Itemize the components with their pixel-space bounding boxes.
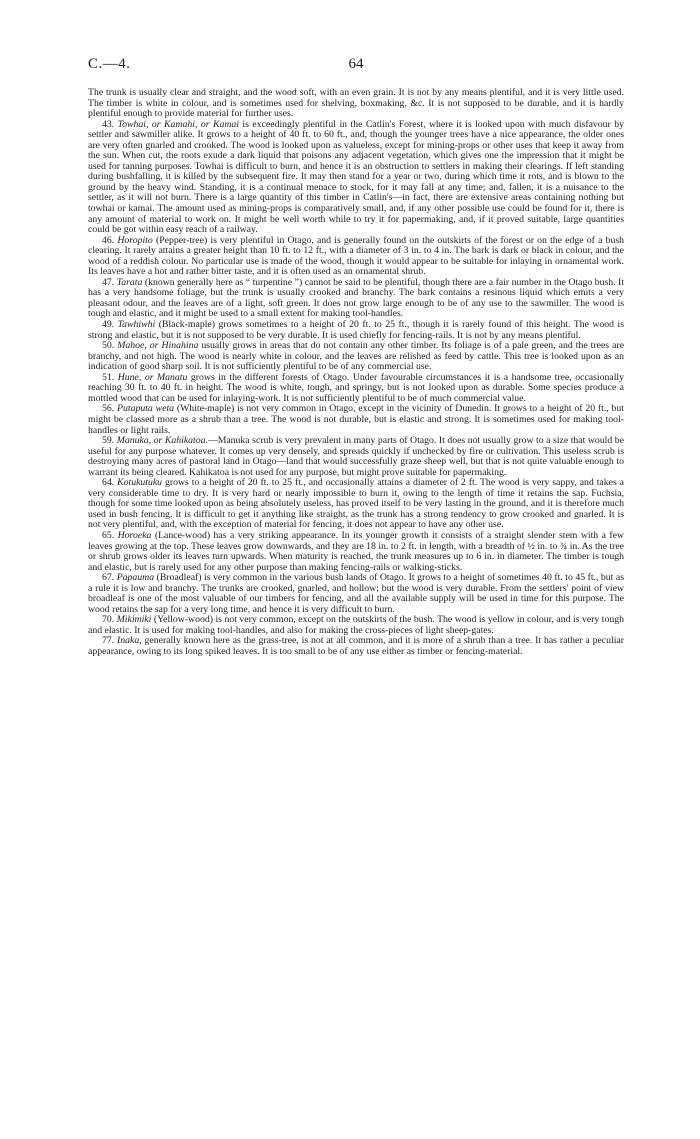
paragraph-text: grows to a height of 20 ft. to 25 ft., and occasionally attains a diameter of 2 ft. The wood is very sappy, and takes a very considerable time to dry. It is very hard or nearly impossible to burn it, owing to the length of time it retains the sap. Fuchsia, though for some time looked upon as being absolutely useless, has proved itself to be very lasting in the ground, and it is therefore much used in bush fencing. It is difficult to get it anything like straight, as the trunk has a strong tendency to grow crooked and gnarled. It is not very plentiful, and, with the exception of material for fencing, it does not appear to have any other use. bbox=[88, 477, 625, 531]
species-name: Kotukutuku bbox=[117, 477, 163, 489]
paragraph-papauma bbox=[88, 573, 624, 615]
page-header bbox=[88, 56, 624, 76]
paragraph-text: The trunk is usually clear and straight, and the wood soft, with an even grain. It is not by any means plentiful, and it is very little used. The timber is white in colour, and is sometimes used for shelving, boxmaking, &c. It is not supposed to be durable, and it is hardly plentiful enough to provide material for further uses. bbox=[88, 87, 624, 120]
paragraph-text: (Lance-wood) has a very striking appearance. In its younger growth it consists of a straight slender stem with a few leaves growing at the top. These leaves grow downwards, and they are 18 in. to 2 ft. in length, with a breadth of ½ in. to ¾ in. As the tree or shrub grows older its leaves turn upwards. When maturity is reached, the trunk measures up to 6 in. in diameter. The timber is tough and elastic, but is rarely used for any other purpose than making fencing-rails or walking-sticks. bbox=[88, 529, 624, 573]
paragraph-text: usually grows in areas that do not contain any other timber. Its foliage is of a pale green, and the trees are branchy, and not high. The wood is nearly white in colour, and the leaves are relished as feed by cattle. This tree is looked upon as an indication of good sharp soil. It is not sufficiently plentiful to be of any commercial use. bbox=[88, 340, 625, 373]
paragraph-number: 59. bbox=[102, 435, 115, 447]
paragraph-text: (Black-maple) grows sometimes to a height of 20 ft. to 25 ft., though it is rarely found of this height. The wood is strong and elastic, but it is not supposed to be very durable. It is used chiefly for fencing-rails. It is not by any means plentiful. bbox=[88, 319, 624, 341]
species-name: Papauma bbox=[116, 572, 155, 584]
paragraph-text: (Pepper-tree) is very plentiful in Otago, and is generally found on the outskirts of the forest or on the edge of a bush clearing. It rarely attains a greater height than 10 ft. to 12 ft., with a diameter of 3 in. to 4 in. The bark is dark or black in colour, and the wood of a reddish colour. No particular use is made of the wood, though it would appear to be suitable for inlaying in ornamental work. Its leaves have a hot and rather bitter taste, and it is often used as an ornamental shrub. bbox=[88, 234, 624, 278]
paragraph-mikimiki bbox=[88, 615, 624, 636]
paragraph-mahoe bbox=[88, 341, 624, 373]
paragraph-number: 65. bbox=[102, 529, 115, 541]
paragraph-text: —Manuka scrub is very prevalent in many parts of Otago. It does not usually grow to a size that would be useful for any purpose whatever. It comes up very densely, and spreads quickly if unchecked by fire or cultivation. This useless scrub is destroying many acres of pastoral land in Otago—land that would successfully graze sheep well, but that is not quite valuable enough to warrant its being cleared. Kahikatoa is not used for any purpose, but might prove suitable for papermaking. bbox=[88, 435, 624, 478]
paragraph-number: 70. bbox=[102, 614, 115, 626]
paragraph-continuation bbox=[88, 88, 624, 120]
paragraph-tawhiwhi bbox=[88, 320, 624, 341]
paragraph-horoeka bbox=[88, 531, 624, 573]
species-name: Mikimiki bbox=[116, 614, 152, 626]
page-number: 64 bbox=[348, 56, 364, 72]
paragraph-towhai bbox=[88, 120, 624, 236]
document-reference: C.—4. bbox=[88, 56, 131, 72]
paragraph-number: 64. bbox=[102, 477, 115, 489]
paragraph-number: 47. bbox=[102, 276, 115, 288]
paragraph-putaputa-weta bbox=[88, 404, 624, 436]
paragraph-number: 77. bbox=[102, 635, 115, 647]
paragraph-text: (Broadleaf) is very common in the various bush lands of Otago. It grows to a height of sometimes 40 ft. to 45 ft., but as a rule it is low and branchy. The trunks are crooked, gnarled, and hollow; but the wood is very durable. From the settlers' point of view broadleaf is one of the most valuable of our timbers for fencing, and all the available supply will be used in time for this purpose. The wood retains the sap for a very long time, and hence it is very difficult to burn. bbox=[88, 572, 625, 615]
paragraph-text: is exceedingly plentiful in the Catlin's Forest, where it is looked upon with much disfavour by settler and sawmiller alike. It grows to a height of 40 ft. to 60 ft., and, though the younger trees have a nice appearance, the older ones are very often gnarled and crooked. The wood is looked upon as valueless, except for mining-props or other uses that keep it away from the sun. When cut, the roots exude a dark liquid that poisons any adjacent vegetation, which gives one the impression that it might be used for tanning purposes. Towhai is difficult to burn, and hence it is an obstruction to settlers in making their clearings. If left standing during bushfalling, it is killed by the subsequent fire. It may then stand for a year or two, during which time it rots, and is blown to the ground by the heavy wind. Standing, it is a continual menace to stock, for it may fall at any time; and, fallen, it is a nuisance to the settler, as it will not burn. There is a large quantity of this timber in Catlin's—in fact, there are extensive areas containing nothing but towhai or kamai. The amount used as mining-props is comparatively small, and, if any other possible use could be found for it, there is any amount of material to work on. It might be well worth while to try it for papermaking, and, if it proved suitable, large quantities could be got within easy reach of a railway. bbox=[88, 118, 625, 236]
paragraph-number: 50. bbox=[102, 340, 115, 352]
paragraph-text: (Yellow-wood) is not very common, except on the outskirts of the bush. The wood is yellow in colour, and is very tough and elastic. It is used for making tool-handles, and also for making the cross-pieces of light sheep-gates. bbox=[88, 614, 625, 636]
species-name: Tawhiwhi bbox=[117, 319, 156, 331]
paragraph-number: 51. bbox=[102, 371, 115, 383]
paragraph-kotukutuku bbox=[88, 478, 624, 531]
paragraph-text: grows in the different forests of Otago. Under favourable circumstances it is a handsome tree, occasionally reaching 30 ft. to 40 ft. in height. The wood is white, tough, and springy, but is not looked upon as durable. Some species produce a mottled wood that can be used for inlaying-work. It is not sufficiently plentiful to be of much commercial value. bbox=[88, 371, 625, 404]
species-name: Mahoe, or Hinahina bbox=[117, 340, 199, 352]
paragraph-hune bbox=[88, 373, 624, 405]
species-name: Towhai, or Kamahi, or Kamai bbox=[117, 118, 239, 130]
paragraph-text: (White-maple) is not very common in Otago, except in the vicinity of Dunedin. It grows to a height of 20 ft., but might be classed more as a shrub than a tree. The wood is not durable, but is elastic and strong. It is sometimes used for making tool-handles or light rails. bbox=[88, 403, 625, 436]
paragraph-number: 49. bbox=[102, 319, 115, 331]
paragraph-text: (known generally here as “ turpentine ”) cannot be said to be plentiful, though there are a fair number in the Otago bush. It has a very handsome foliage, but the trunk is usually crooked and branchy. The bark contains a resinous liquid which emits a very pleasant odour, and the leaves are of a light, soft green. It does not grow large enough to be of any use to the sawmiller. The wood is tough and elastic, and it might be used to a small extent for making tool-handles. bbox=[88, 276, 625, 320]
paragraph-number: 46. bbox=[102, 234, 115, 246]
paragraph-horopito bbox=[88, 236, 624, 278]
paragraph-number: 56. bbox=[102, 403, 115, 415]
species-name: Putaputa weta bbox=[117, 403, 175, 415]
species-name: Horopito bbox=[117, 234, 153, 246]
body-text bbox=[88, 88, 624, 658]
paragraph-manuka bbox=[88, 436, 624, 478]
paragraph-number: 67. bbox=[102, 572, 115, 584]
species-name: Inaka, bbox=[117, 635, 142, 647]
species-name: Manuka, or Kahikatoa. bbox=[116, 435, 208, 447]
species-name: Horoeka bbox=[117, 529, 152, 541]
paragraph-inaka bbox=[88, 636, 624, 657]
paragraph-tarata bbox=[88, 278, 624, 320]
paragraph-text: generally known here as the grass-tree, is not at all common, and it is more of a shrub than a tree. It has rather a peculiar appearance, owing to its long spiked leaves. It is too small to be of any use either as timber or fencing-material. bbox=[88, 635, 624, 657]
species-name: Tarata bbox=[116, 276, 143, 288]
paragraph-number: 43. bbox=[102, 118, 115, 130]
species-name: Hune, or Manatu bbox=[117, 371, 188, 383]
